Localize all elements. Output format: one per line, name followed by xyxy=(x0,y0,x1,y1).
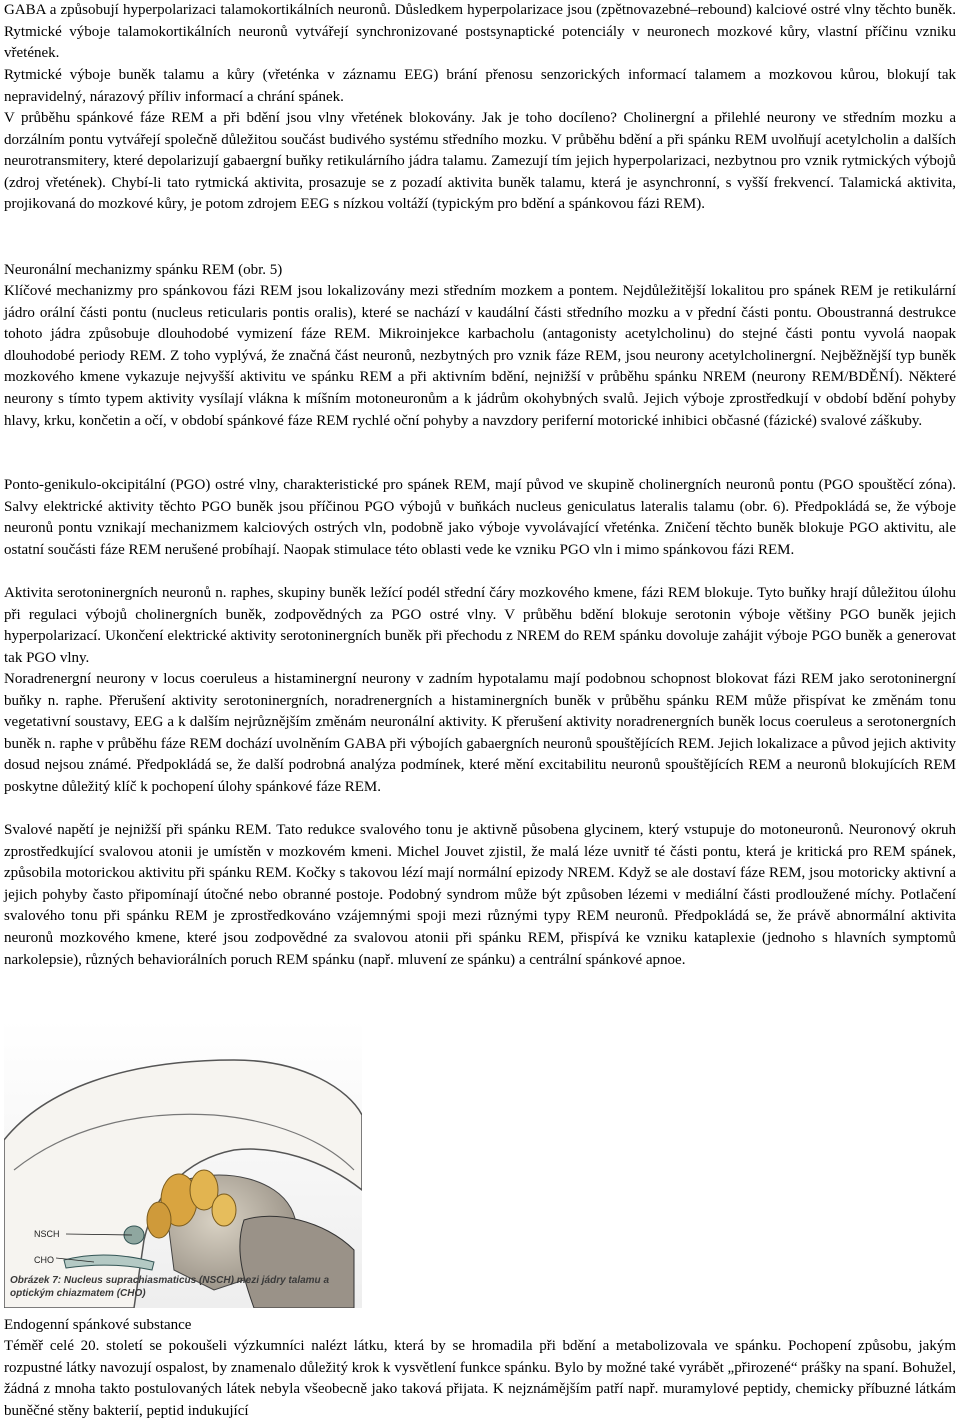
paragraph-rem-pontine-nucleus: Klíčové mechanizmy pro spánkovou fázi REM jsou lokalizovány mezi středním mozkem a pontem. Nejdůležitější lokalitou pro spánek REM je retikulární jádro orální části pontu (nucleus reticularis pontis oralis), které se nachází v kaudální části středního mozku a v přední části pontu. Oboustranná destrukce tohoto jádra způsobuje dlouhodobé vymizení fáze REM. Mikroinjekce karbacholu (antagonisty acetylcholinu) do stejné části pontu vyvolá naopak dlouhodobé periody REM. Z toho vyplývá, že značná část neuronů, nezbytných pro vznik fáze REM, jsou neurony acetylcholinergní. Nejběžnější typ buněk mozkového kmene vykazuje nejvyšší aktivitu ve spánku REM a při aktivním bdění, nejnižší v průběhu spánku NREM (neurony REM/BDĚNÍ). Některé neurony s tímto typem aktivity vysílají vlákna k míšním motoneuronům a k jádrům okohybných svalů. Jejich výboje zprostředkují v období bdění pohyby hlavy, krku, končetin a očí, v období spánkové fáze REM rychlé oční pohyby a navzdory periferní motorické inhibici občasné (fázické) svalové záškuby. xyxy=(4,283,956,429)
cho-label: CHO xyxy=(34,1255,54,1265)
paragraph-muscle-atonia: Svalové napětí je nejnižší při spánku REM. Tato redukce svalového tonu je aktivně působena glycinem, který vstupuje do motoneuronů. Neuronový okruh zprostředkující svalovou atonii je umístěn v mozkovém kmeni. Michel Jouvet zjistil, že malá léze uvnitř té části pontu, která je kritická pro REM spánek, způsobila motorickou aktivitu při spánku REM. Kočky s takovou lézí mají normální epizody NREM. Když se ale dostaví fáze REM, jsou motoricky aktivní a jejich pohyby často připomínají útočné nebo obranné postoje. Podobný syndrom může být způsoben lézemi v mediální části prodloužené míchy. Potlačení svalového tonu při spánku REM je zprostředkováno vzájemnými spoji mezi různými typy REM neuronů. Předpokládá se, že právě abnormální aktivita neuronů mozkového kmene, které jsou zodpovědné za svalovou atonii při spánku REM, přispívá ke vzniku kataplexie (jednoho s hlavních symptomů narkolepsie), různých behaviorálních poruch REM spánku (např. mluvení ze spánku) a centrální spánkové apnoe. xyxy=(4,822,956,968)
nucleus-shape-3 xyxy=(147,1202,171,1238)
section-heading-rem-mechanisms: Neuronální mechanizmy spánku REM (obr. 5) xyxy=(4,262,283,278)
nsch-label: NSCH xyxy=(34,1229,60,1239)
paragraph-sleep-substances: Téměř celé 20. století se pokoušeli výzkumníci nalézt látku, která by se hromadila při bdění a metabolizovala ve spánku. Pochopení způsobu, jakým rozpustné látky navozují ospalost, by znamenalo důležitý krok k vysvětlení funkce spánku. Bylo by možné také vyrábět „přirozené“ prášky na spaní. Bohužel, žádná z mnoha takto postulovaných látek nebyla všeobecně jako taková přijata. K nejznámějším patří např. muramylové peptidy, chemicky příbuzné látkám buněčné stěny bakterií, peptid indukující xyxy=(4,1338,956,1419)
paragraph-spindle-blocking: Rytmické výboje buněk talamu a kůry (vřeténka v záznamu EEG) brání přenosu senzorických informací talamem a mozkovou kůrou, blokují tak nepravidelný, nárazový příliv informací a chrání spánek. xyxy=(4,67,956,105)
nucleus-shape-4 xyxy=(212,1194,236,1226)
paragraph-pgo-waves: Ponto-genikulo-okcipitální (PGO) ostré vlny, charakteristické pro spánek REM, mají původ ve skupině cholinergních neuronů pontu (PGO spouštěcí zóna). Salvy elektrické aktivity těchto PGO buněk jsou příčinou PGO výbojů v buňkách nucleus geniculatus lateralis talamu (obr. 6). Předpokládá se, že výboje neuronů pontu vznikají mechanizmem kalciových ostrých vln, podobně jako výboje vyvolávající vřeténka. Zničení těchto buněk blokuje PGO aktivitu, ale ostatní součásti fáze REM nerušené probíhají. Naopak stimulace této oblasti vede ke vzniku PGO vln i mimo spánkovou fázi REM. xyxy=(4,477,956,558)
paragraph-serotonergic-raphe: Aktivita serotoninergních neuronů n. raphes, skupiny buněk ležící podél střední čáry mozkového kmene, fázi REM blokuje. Tyto buňky hrají důležitou úlohu při regulaci výbojů cholinergních buněk, zodpovědných za PGO ostré vlny. V průběhu bdění blokuje serotonin výboje většiny PGO buněk jejich hyperpolarizací. Ukončení elektrické aktivity serotoninergních buněk při přechodu z NREM do REM spánku dovoluje zahájit výboje PGO buněk a generovat tak PGO vlny. xyxy=(4,585,956,666)
paragraph-noradrenergic-histaminergic: Noradrenergní neurony v locus coeruleus a histaminergní neurony v zadním hypotalamu mají podobnou schopnost blokovat fázi REM jako serotoninergní buňky n. raphe. Přerušení aktivity serotoninergních, noradrenergních a histaminergních buněk v průběhu spánku REM může přispívat ke změnám tonu vegetativní soustavy, EEG a k dalším nejrůznějším změnám neuronální aktivity. K přerušení aktivity noradrenergních buněk locus coeruleus a serotonergních buněk n. raphe v průběhu fáze REM dochází uvolněním GABA při výbojích gabaergních neuronů spouštějících REM. Jejich lokalizace a původ jejich aktivity dosud nejsou známé. Předpokládá se, že další podrobná analýza podmínek, které mění excitabilitu neuronů spouštějících REM a neuronů blokujících REM poskytne důležitý klíč k pochopení úlohy spánkové fáze REM. xyxy=(4,671,956,795)
brain-figure xyxy=(4,1020,362,1308)
brain-illustration xyxy=(4,1020,362,1308)
figure-caption: Obrázek 7: Nucleus suprachiasmaticus (NSCH) mezi jádry talamu a optickým chiazmatem (CHO) xyxy=(10,1275,329,1299)
section-heading-endogenous-substances: Endogenní spánkové substance xyxy=(4,1317,192,1333)
paragraph-thalamocortical-hyperpolarization: GABA a způsobují hyperpolarizaci talamokortikálních neuronů. Důsledkem hyperpolarizace jsou (zpětnovazebné–rebound) kalciové ostré vlny těchto buněk. Rytmické výboje talamokortikálních neuronů vytvářejí synchronizované postsynaptické potenciály v neuronech mozkové kůry, vlastní příčinu vzniku vřetének. xyxy=(4,2,956,62)
paragraph-rem-wake-spindles: V průběhu spánkové fáze REM a při bdění jsou vlny vřetének blokovány. Jak je toho docíleno? Cholinergní a přilehlé neurony ve středním mozku a dorzálním pontu vytvářejí společně důležitou součást budivého systému středního mozku. V průběhu bdění a při spánku REM uvolňují acetylcholin a dalších neurotransmitery, které depolarizují gabaergní buňky retikulárního jádra talamu. Zamezují tím jejich hyperpolarizaci, nezbytnou pro vznik rytmických výbojů (zdroj vřetének). Chybí-li tato rytmická aktivita, prosazuje se z pozadí aktivita buněk talamu, která je asynchronní, s vyšší frekvencí. Talamická aktivita, projikovaná do mozkové kůry, je potom zdrojem EEG s nízkou voltáží (typickým pro bdění a spánkovou fázi REM). xyxy=(4,110,956,213)
